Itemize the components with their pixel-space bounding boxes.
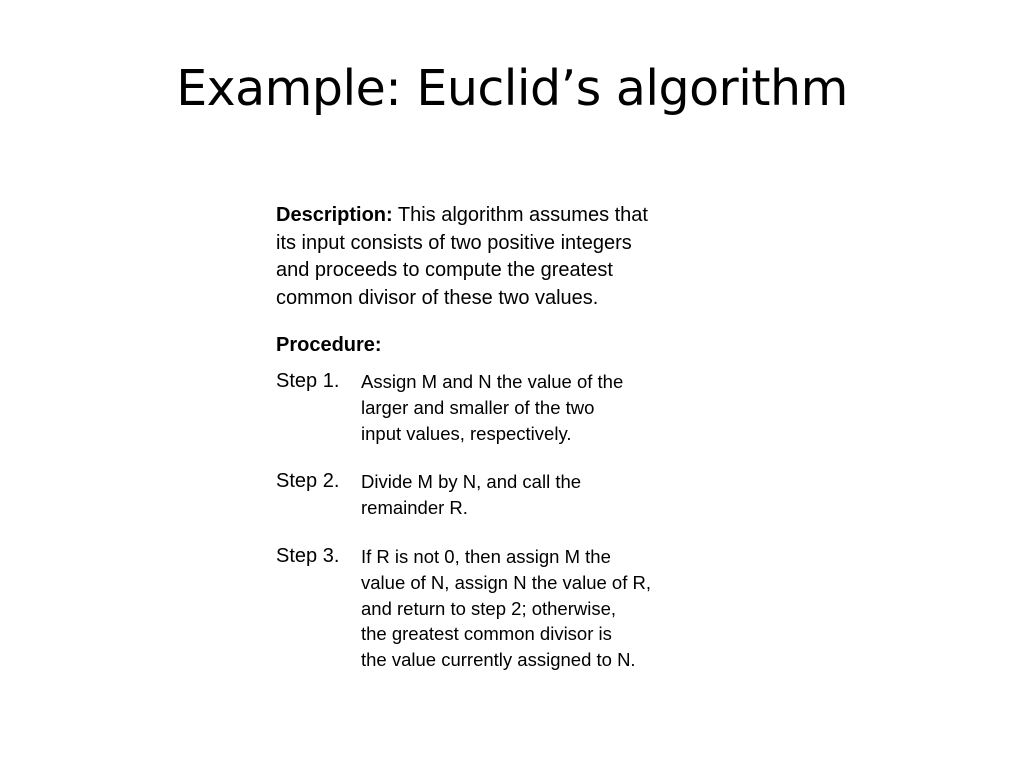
step-line: the value currently assigned to N. (361, 649, 636, 671)
step-label: Step 2. (276, 470, 340, 493)
step-label: Step 1. (276, 370, 340, 392)
step-line: Assign M and N the value of the (361, 371, 624, 392)
step-3 (276, 544, 776, 673)
description-line: and proceeds to compute the greatest (276, 259, 613, 281)
step-text (361, 469, 581, 521)
description-line: its input consists of two positive integers (276, 231, 632, 254)
slide-title: Example: Euclid’s algorithm (176, 60, 848, 117)
step-label: Step 3. (276, 544, 340, 567)
step-2 (276, 469, 776, 521)
algorithm-figure (276, 202, 776, 696)
step-line: remainder R. (361, 497, 468, 519)
step-text (361, 369, 623, 446)
step-line: the greatest common divisor is (361, 623, 612, 645)
procedure-heading: Procedure: (276, 334, 382, 356)
step-1 (276, 369, 776, 446)
step-line: value of N, assign N the value of R, (361, 571, 651, 593)
step-line: Divide M by N, and call the (361, 471, 582, 493)
description-line: common divisor of these two values. (276, 286, 599, 309)
step-text (361, 544, 651, 673)
step-line: input values, respectively. (361, 422, 572, 444)
step-line: and return to step 2; otherwise, (361, 597, 617, 619)
procedure-steps (276, 369, 776, 673)
step-line: larger and smaller of the two (361, 396, 595, 418)
description-text: This algorithm assumes that (392, 204, 648, 226)
description-paragraph (276, 202, 776, 312)
step-line: If R is not 0, then assign M the (361, 545, 611, 567)
description-line (276, 202, 776, 230)
description-lead: Description: (276, 204, 393, 226)
